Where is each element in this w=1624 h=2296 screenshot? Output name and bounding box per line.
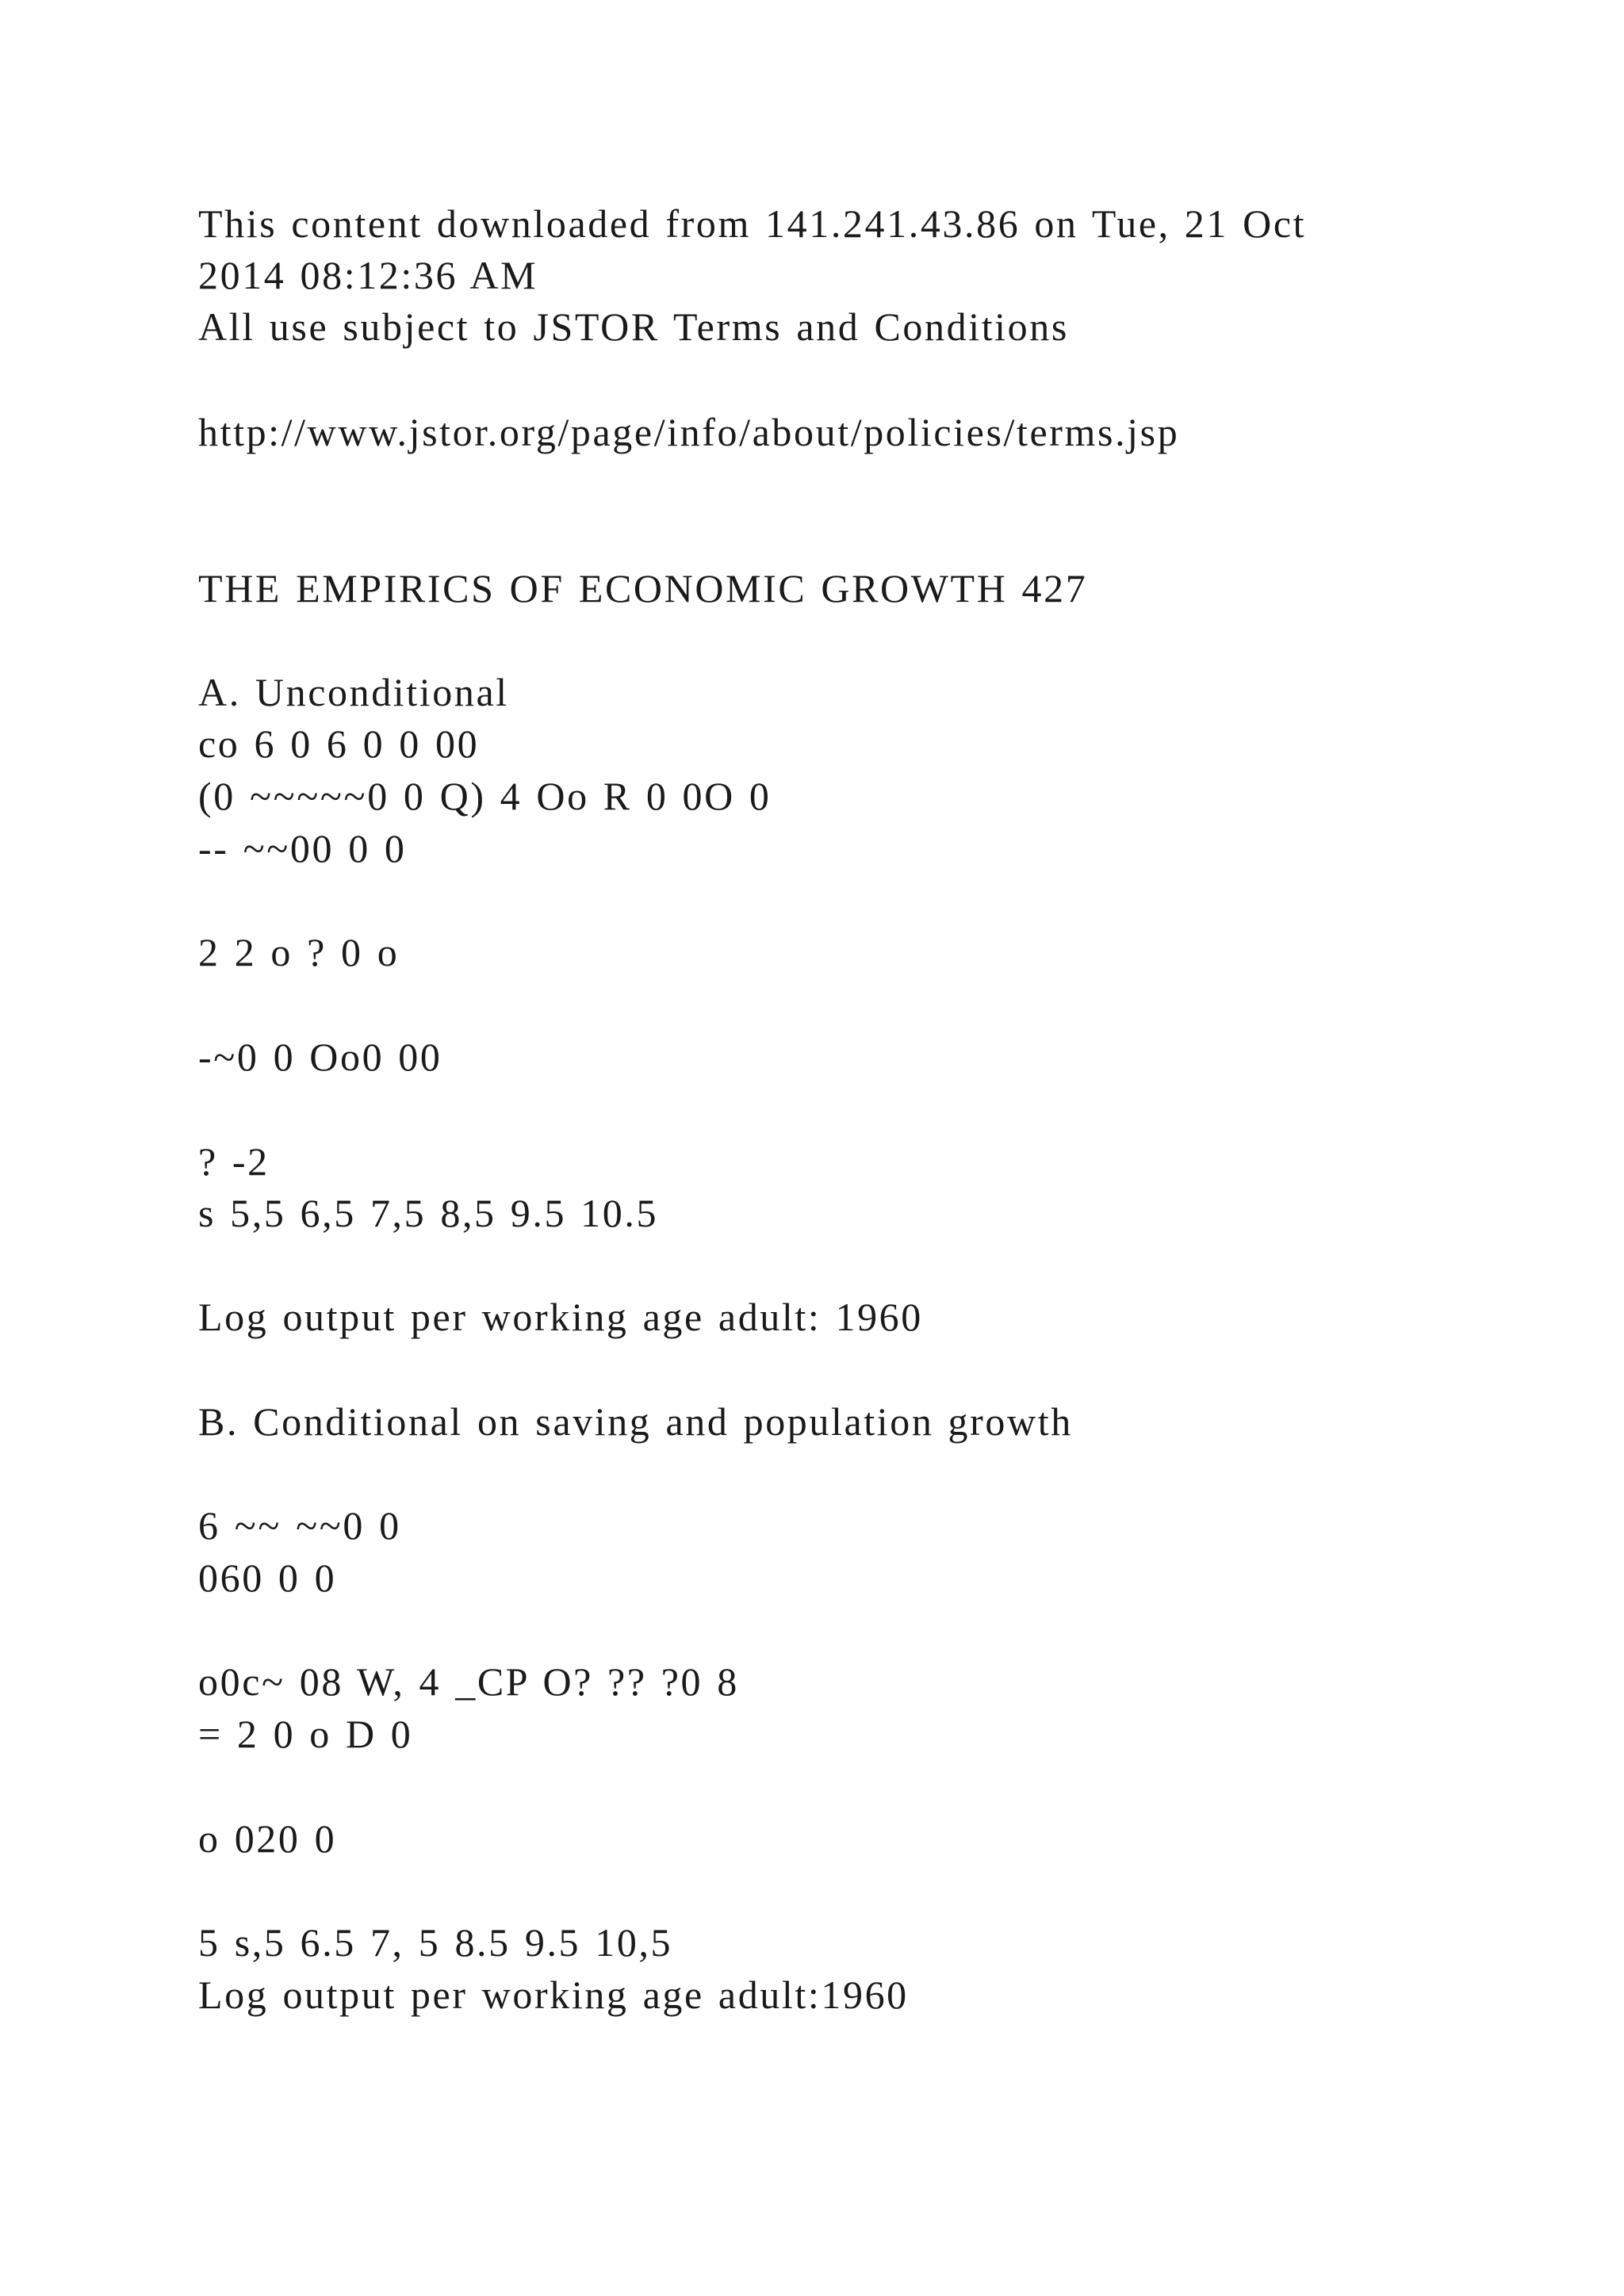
panel-b-ocr-line: = 2 0 o D 0 [198,1712,413,1756]
panel-b-ocr-line: 5 s,5 6.5 7, 5 8.5 9.5 10,5 [198,1920,673,1965]
download-notice-line-1: This content downloaded from 141.241.43.86 on Tue, 21 Oct [198,201,1307,246]
terms-url: http://www.jstor.org/page/info/about/policies/terms.jsp [198,410,1180,454]
panel-a-ocr-line: co 6 0 6 0 0 00 [198,721,480,766]
panel-a-ocr-line: -- ~~00 0 0 [198,826,407,871]
panel-a-title: A. Unconditional [198,670,509,714]
panel-a-ocr-line: (0 ~~~~~0 0 Q) 4 Oo R 0 0O 0 [198,774,772,818]
panel-b-axis-label: Log output per working age adult:1960 [198,1973,909,2017]
panel-a-ocr-line: -~0 0 Oo0 00 [198,1035,442,1079]
panel-a-ocr-line: 2 2 o ? 0 o [198,930,400,974]
panel-b-ocr-line: 6 ~~ ~~0 0 [198,1503,401,1548]
panel-b-ocr-line: o0c~ 08 W, 4 _CP O? ?? ?0 8 [198,1659,739,1704]
page-heading: THE EMPIRICS OF ECONOMIC GROWTH 427 [198,566,1088,610]
panel-a-ocr-line: ? -2 [198,1139,270,1184]
panel-a-axis-label: Log output per working age adult: 1960 [198,1295,923,1339]
panel-b-title: B. Conditional on saving and population growth [198,1399,1073,1444]
panel-b-ocr-line: o 020 0 [198,1816,337,1861]
panel-a-ocr-line: s 5,5 6,5 7,5 8,5 9.5 10.5 [198,1191,659,1235]
terms-notice: All use subject to JSTOR Terms and Conditions [198,304,1069,349]
download-notice-line-2: 2014 08:12:36 AM [198,253,538,297]
panel-b-ocr-line: 060 0 0 [198,1556,337,1600]
